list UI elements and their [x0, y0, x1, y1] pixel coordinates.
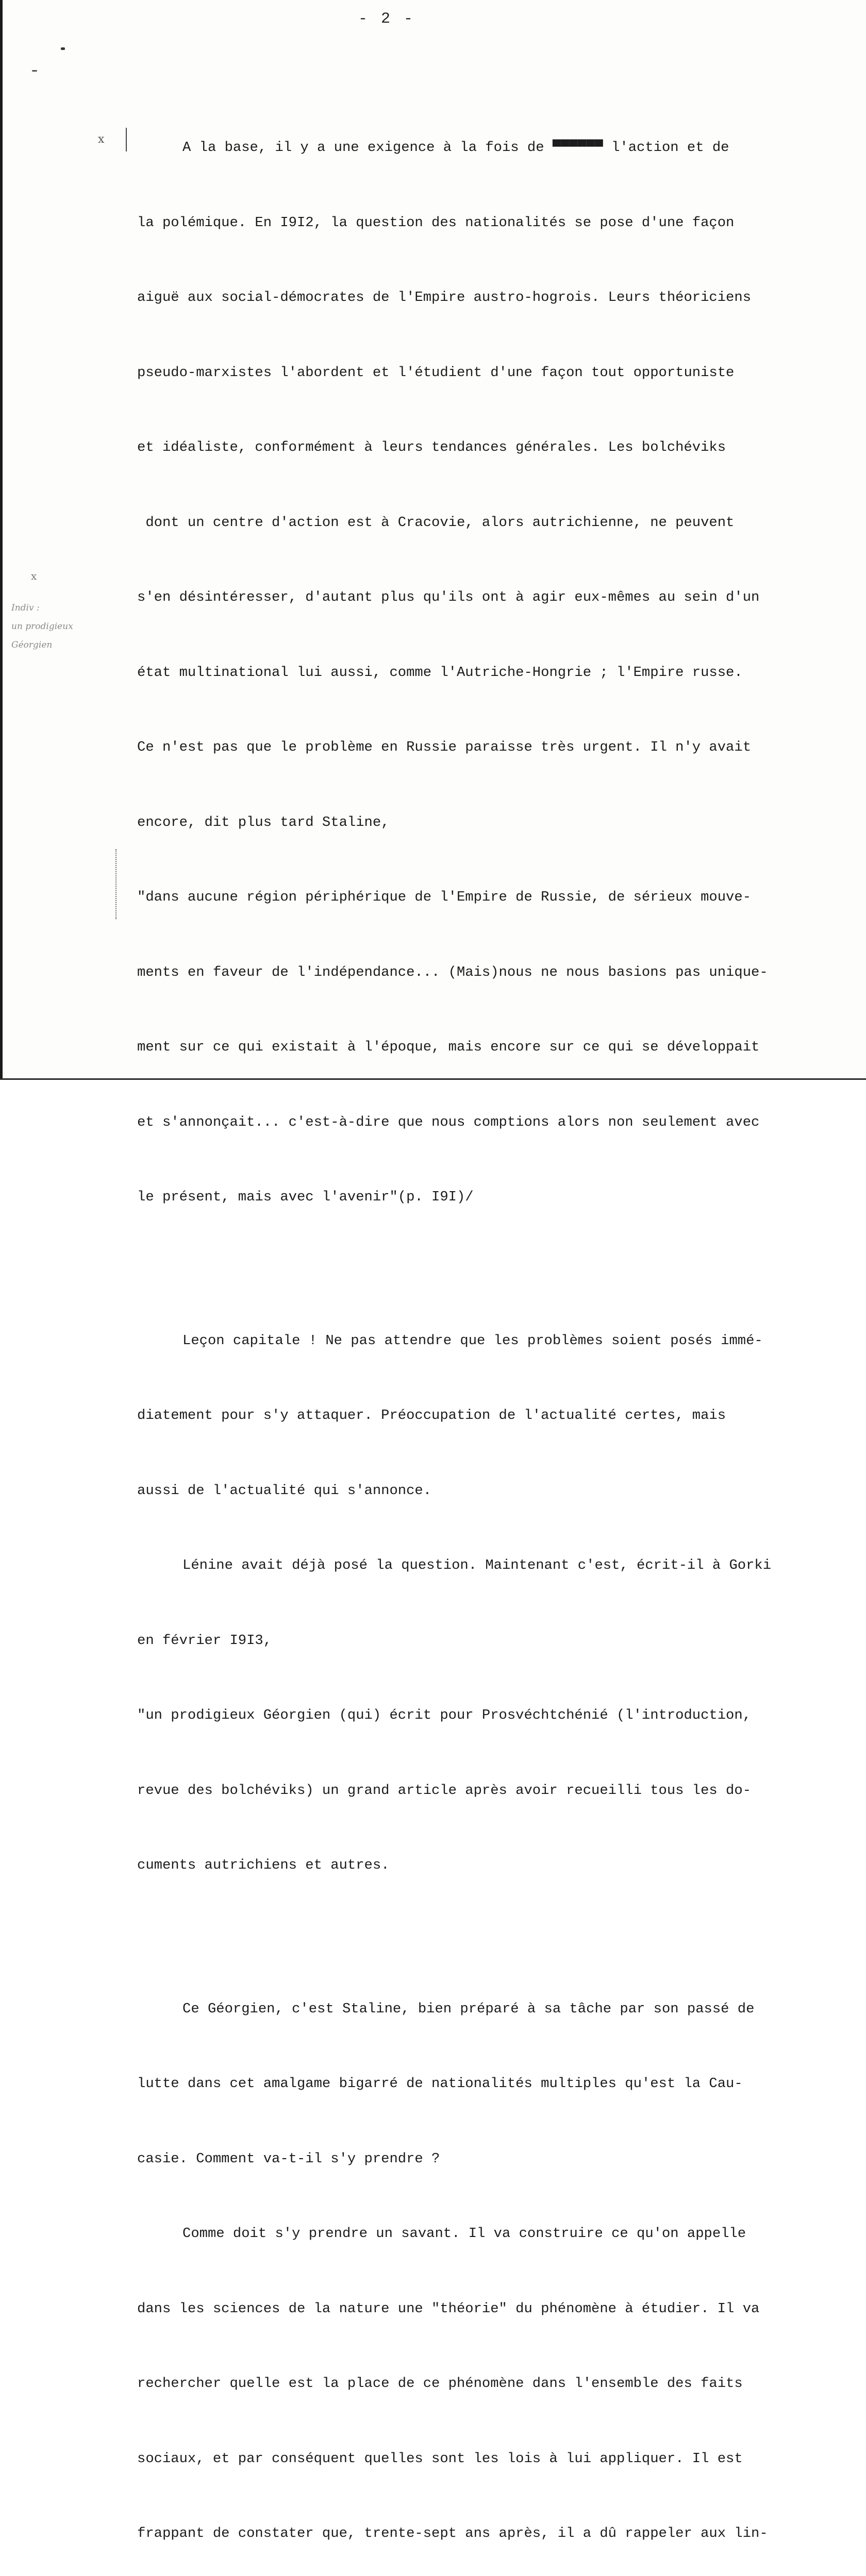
- margin-cross-mark: x: [31, 570, 37, 582]
- quote-line: revue des bolchéviks) un grand article après avoir recueilli tous les do-: [137, 1782, 752, 1799]
- text-line: lutte dans cet amalgame bigarré de nationalités multiples qu'est la Cau-: [137, 2076, 743, 2092]
- text-line: casie. Comment va-t-il s'y prendre ?: [137, 2150, 440, 2167]
- text-line: en février I9I3,: [137, 1632, 272, 1649]
- text-line: Comme doit s'y prendre un savant. Il va construire ce qu'on appelle: [182, 2226, 746, 2242]
- text-line: dans les sciences de la nature une "théorie" du phénomène à étudier. Il va: [137, 2300, 760, 2317]
- text-line: rechercher quelle est la place de ce phénomène dans l'ensemble des faits: [137, 2376, 743, 2392]
- text-line: Ce Géorgien, c'est Staline, bien préparé à sa tâche par son passé de: [182, 2001, 755, 2017]
- text-line: A la base, il y a une exigence à la fois de ▀▀▀▀▀▀ l'action et de: [182, 140, 729, 156]
- text-line: dont un centre d'action est à Cracovie, alors autrichienne, ne peuvent: [137, 514, 735, 531]
- text-line: Lénine avait déjà posé la question. Maintenant c'est, écrit-il à Gorki: [182, 1557, 772, 1573]
- quote-line: ments en faveur de l'indépendance... (Mais)nous ne nous basions pas unique-: [137, 964, 768, 980]
- typed-body-text: [137, 86, 859, 2576]
- text-line: et idéaliste, conformément à leurs tendances générales. Les bolchéviks: [137, 439, 726, 455]
- text-line: Leçon capitale ! Ne pas attendre que les problèmes soient posés immé-: [182, 1332, 763, 1349]
- text-line: aussi de l'actualité qui s'annonce.: [137, 1482, 432, 1499]
- quote-line: cuments autrichiens et autres.: [137, 1857, 390, 1873]
- handwritten-margin-note: Indiv : un prodigieux Géorgien: [11, 603, 73, 650]
- margin-vertical-mark: [115, 849, 117, 919]
- quote-line: "un prodigieux Géorgien (qui) écrit pour Prosvéchtchénié (l'introduction,: [137, 1707, 752, 1723]
- text-line: Ce n'est pas que le problème en Russie paraisse très urgent. Il n'y avait: [137, 739, 752, 755]
- left-page-edge: [0, 0, 3, 1080]
- text-line: frappant de constater que, trente-sept ans après, il a dû rappeler aux lin-: [137, 2526, 768, 2541]
- text-line: encore, dit plus tard Staline,: [137, 814, 390, 831]
- text-line: diatement pour s'y attaquer. Préoccupation de l'actualité certes, mais: [137, 1408, 726, 1423]
- margin-vertical-mark: [126, 128, 127, 151]
- quote-line: ment sur ce qui existait à l'époque, mais encore sur ce qui se développait: [137, 1039, 760, 1055]
- text-line: la polémique. En I9I2, la question des nationalités se pose d'une façon: [137, 214, 735, 231]
- text-line: aiguë aux social-démocrates de l'Empire austro-hogrois. Leurs théoriciens: [137, 290, 752, 306]
- quote-line: le présent, mais avec l'avenir"(p. I9I)/: [137, 1189, 474, 1205]
- ink-speck: [32, 70, 37, 72]
- text-line: sociaux, et par conséquent quelles sont les lois à lui appliquer. Il est: [137, 2450, 743, 2467]
- quote-line: et s'annonçait... c'est-à-dire que nous comptions alors non seulement avec: [137, 1114, 760, 1130]
- ink-speck: [61, 47, 65, 50]
- text-line: pseudo-marxistes l'abordent et l'étudient d'une façon tout opportuniste: [137, 364, 735, 381]
- page-number: - 2 -: [358, 10, 415, 28]
- text-line: état multinational lui aussi, comme l'Autriche-Hongrie ; l'Empire russe.: [137, 664, 743, 681]
- text-line: s'en désintéresser, d'autant plus qu'ils ont à agir eux-mêmes au sein d'un: [137, 589, 760, 605]
- margin-cross-mark: x: [98, 133, 105, 146]
- quote-line: "dans aucune région périphérique de l'Empire de Russie, de sérieux mouve-: [137, 889, 752, 905]
